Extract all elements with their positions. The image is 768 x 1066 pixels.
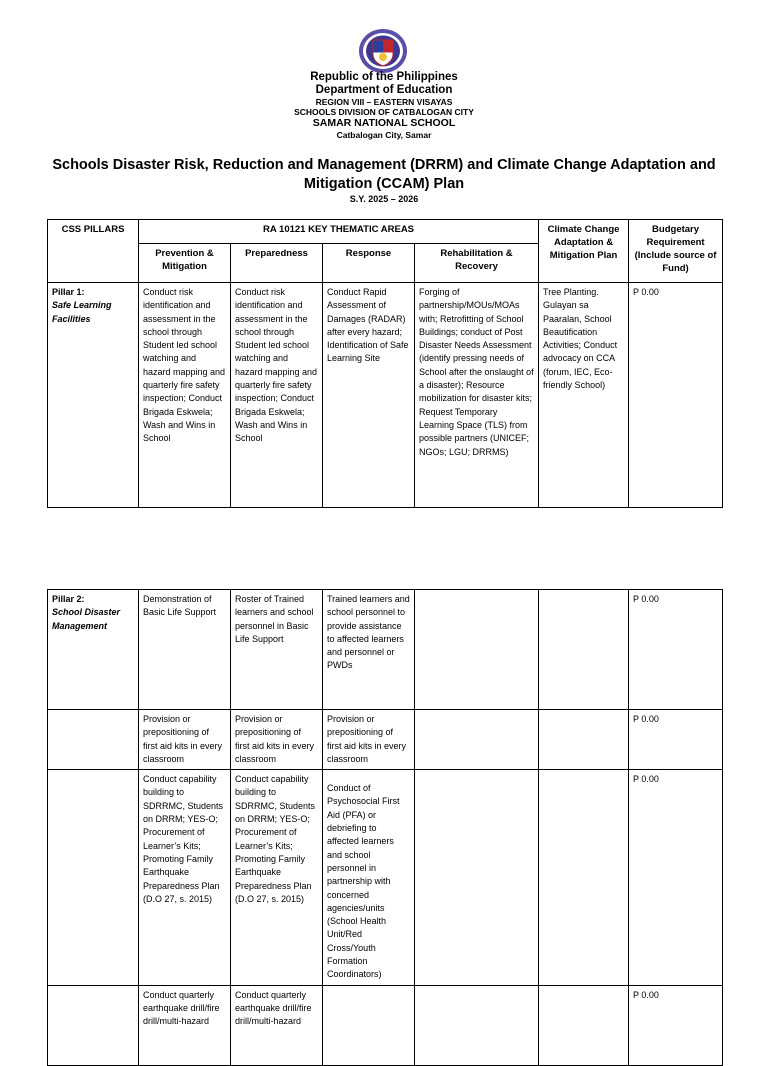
pillar-1-response: Conduct Rapid Assessment of Damages (RADAR) after every hazard; Identification of Safe Learning Site (323, 283, 415, 508)
pillar-cell-empty (48, 985, 139, 1065)
row-budget: P 0.00 (629, 985, 723, 1065)
row-budget: P 0.00 (629, 710, 723, 770)
drrm-plan-table-continued (47, 589, 723, 1066)
school-address: Catbalogan City, Samar (336, 130, 432, 140)
row-climate (539, 710, 629, 770)
deped-seal-logo (358, 28, 408, 74)
table-row (48, 710, 723, 770)
row-rehabilitation (415, 985, 539, 1065)
col-header-climate-change: Climate Change Adaptation & Mitigation Plan (539, 220, 629, 283)
pillar-2-response: Trained learners and school personnel to provide assistance to affected learners and personnel or PWDs (323, 590, 415, 710)
col-header-thematic-areas: RA 10121 KEY THEMATIC AREAS (139, 220, 539, 244)
pillar-2-cell (48, 590, 139, 710)
pillar-2-climate (539, 590, 629, 710)
col-header-css-pillars: CSS PILLARS (48, 220, 139, 283)
table-row (48, 985, 723, 1065)
row-rehabilitation (415, 710, 539, 770)
table-row (48, 283, 723, 508)
pillar-1-preparedness: Conduct risk identification and assessment in the school through Student led school watching and hazard mapping and quarterly fire safety inspection; Conduct Brigada Eskwela; Wash and Wins in School (231, 283, 323, 508)
pillar-1-climate: Tree Planting. Gulayan sa Paaralan, School Beautification Activities; Conduct advocacy on CCA (forum, IEC, Eco-friendly School) (539, 283, 629, 508)
row-preparedness: Conduct quarterly earthquake drill/fire drill/multi-hazard (231, 985, 323, 1065)
col-header-budget: Budgetary Requirement (Include source of Fund) (629, 220, 723, 283)
region-line: REGION VIII – EASTERN VISAYAS (315, 97, 453, 107)
school-name: SAMAR NATIONAL SCHOOL (312, 117, 456, 129)
school-year: S.Y. 2025 – 2026 (349, 194, 419, 204)
pillar-2-name: School Disaster Management (52, 607, 121, 631)
col-header-response: Response (323, 244, 415, 283)
row-budget: P 0.00 (629, 770, 723, 985)
pillar-cell-empty (48, 710, 139, 770)
plan-title-line-2: Mitigation (CCAM) Plan (303, 176, 465, 192)
row-climate (539, 985, 629, 1065)
pillar-2-budget: P 0.00 (629, 590, 723, 710)
pillar-1-label: Pillar 1: (52, 287, 85, 297)
table-row (48, 590, 723, 710)
row-response: Provision or prepositioning of first aid kits in every classroom (323, 710, 415, 770)
col-header-rehabilitation: Rehabilitation & Recovery (415, 244, 539, 283)
row-climate (539, 770, 629, 985)
table-row (48, 770, 723, 985)
row-prevention: Conduct quarterly earthquake drill/fire drill/multi-hazard (139, 985, 231, 1065)
pillar-2-preparedness: Roster of Trained learners and school personnel in Basic Life Support (231, 590, 323, 710)
pillar-1-budget: P 0.00 (629, 283, 723, 508)
pillar-1-prevention: Conduct risk identification and assessment in the school through Student led school watching and hazard mapping and quarterly fire safety inspection; Conduct Brigada Eskwela; Wash and Wins in School (139, 283, 231, 508)
pillar-1-rehabilitation: Forging of partnership/MOUs/MOAs with; Retrofitting of School Buildings; conduct of Post Disaster Needs Assessment (identify pressing needs of School after the onslaught of a disaster); Resource mobilization for disaster kits; Request Temporary Learning Space (TLS) from possible partners (UNICEF; NGOs; LGU; DRRMS) (415, 283, 539, 508)
row-preparedness: Conduct capability building to SDRRMC, Students on DRRM; YES-O; Procurement of Learner’s Kits; Promoting Family Earthquake Preparedness Plan (D.O 27, s. 2015) (231, 770, 323, 985)
row-prevention: Provision or prepositioning of first aid kits in every classroom (139, 710, 231, 770)
division-line: SCHOOLS DIVISION OF CATBALOGAN CITY (294, 107, 474, 117)
row-response (323, 985, 415, 1065)
row-response: Conduct of Psychosocial First Aid (PFA) or debriefing to affected learners and school personnel in partnership with concerned agencies/units (School Health Unit/Red Cross/Youth Formation Coordinators) (323, 770, 415, 985)
row-prevention: Conduct capability building to SDRRMC, Students on DRRM; YES-O; Procurement of Learner’s Kits; Promoting Family Earthquake Preparedness Plan (D.O 27, s. 2015) (139, 770, 231, 985)
plan-title-line-1: Schools Disaster Risk, Reduction and Management (DRRM) and Climate Change Adaptation and (52, 157, 716, 173)
republic-line: Republic of the Philippines (310, 71, 458, 83)
pillar-2-rehabilitation (415, 590, 539, 710)
row-rehabilitation (415, 770, 539, 985)
drrm-plan-table (47, 219, 723, 508)
pillar-cell-empty (48, 770, 139, 985)
pillar-1-name: Safe Learning Facilities (52, 300, 112, 324)
pillar-1-cell (48, 283, 139, 508)
row-preparedness: Provision or prepositioning of first aid kits in every classroom (231, 710, 323, 770)
col-header-prevention: Prevention & Mitigation (139, 244, 231, 283)
col-header-preparedness: Preparedness (231, 244, 323, 283)
department-line: Department of Education (315, 84, 453, 96)
pillar-2-prevention: Demonstration of Basic Life Support (139, 590, 231, 710)
pillar-2-label: Pillar 2: (52, 594, 85, 604)
